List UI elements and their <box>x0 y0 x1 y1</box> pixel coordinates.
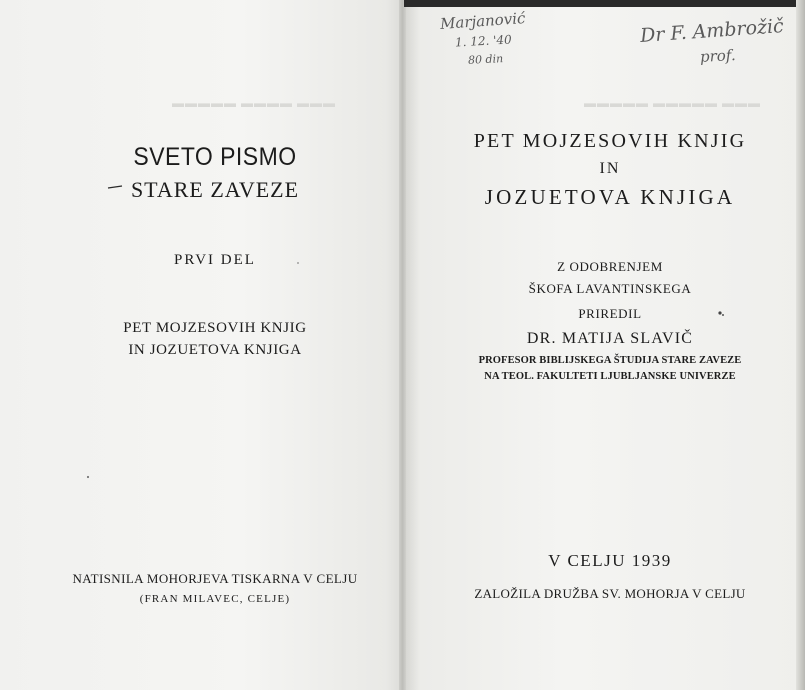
printer-line: NATISNILA MOHORJEVA TISKARNA V CELJU <box>72 571 358 586</box>
show-through-left: ▬▬▬ ▬▬▬▬ ▬▬▬▬▬ <box>171 96 335 110</box>
margin-dash-mark <box>108 186 122 188</box>
series-subtitle: STARE ZAVEZE <box>130 177 300 202</box>
publisher-line: ZALOŽILA DRUŽBA SV. MOHORJA V CELJU <box>474 586 746 601</box>
handwritten-signature: Dr F. Ambrožič <box>639 15 785 47</box>
place-and-year: V CELJU 1939 <box>548 551 672 570</box>
ink-speck <box>718 311 721 314</box>
editor-title-line-1: PROFESOR BIBLIJSKEGA ŠTUDIJA STARE ZAVEZE <box>478 355 742 366</box>
handwritten-signature-title: prof. <box>699 46 737 66</box>
book-title-line-1: PET MOJZESOVIH KNJIG <box>473 130 747 152</box>
handwritten-note-date: 1. 12. '40 <box>454 32 513 50</box>
editor-name: DR. MATIJA SLAVIČ <box>526 330 694 347</box>
volume-part: PRVI DEL <box>174 252 256 268</box>
book-title-line-2: JOZUETOVA KNJIGA <box>484 185 736 209</box>
approval-line-1: Z ODOBRENJEM <box>557 259 663 274</box>
show-through-right: ▬▬▬ ▬▬▬▬▬ ▬▬▬▬▬ <box>583 96 760 110</box>
ink-speck <box>87 476 89 478</box>
contents-line-2: IN JOZUETOVA KNJIGA <box>128 342 302 358</box>
book-title-conjunction: IN <box>599 160 621 177</box>
handwritten-note-name: Marjanović <box>439 9 526 33</box>
ink-speck <box>722 314 724 316</box>
editor-label: PRIREDIL <box>578 306 642 321</box>
series-title: SVETO PISMO <box>133 143 297 171</box>
ink-speck <box>297 262 299 264</box>
approval-line-2: ŠKOFA LAVANTINSKEGA <box>528 281 692 296</box>
handwritten-note-price: 80 din <box>467 52 504 67</box>
printer-note: (FRAN MILAVEC, CELJE) <box>139 593 291 605</box>
editor-title-line-2: NA TEOL. FAKULTETI LJUBLJANSKE UNIVERZE <box>484 371 736 382</box>
contents-line-1: PET MOJZESOVIH KNJIG <box>123 320 307 336</box>
